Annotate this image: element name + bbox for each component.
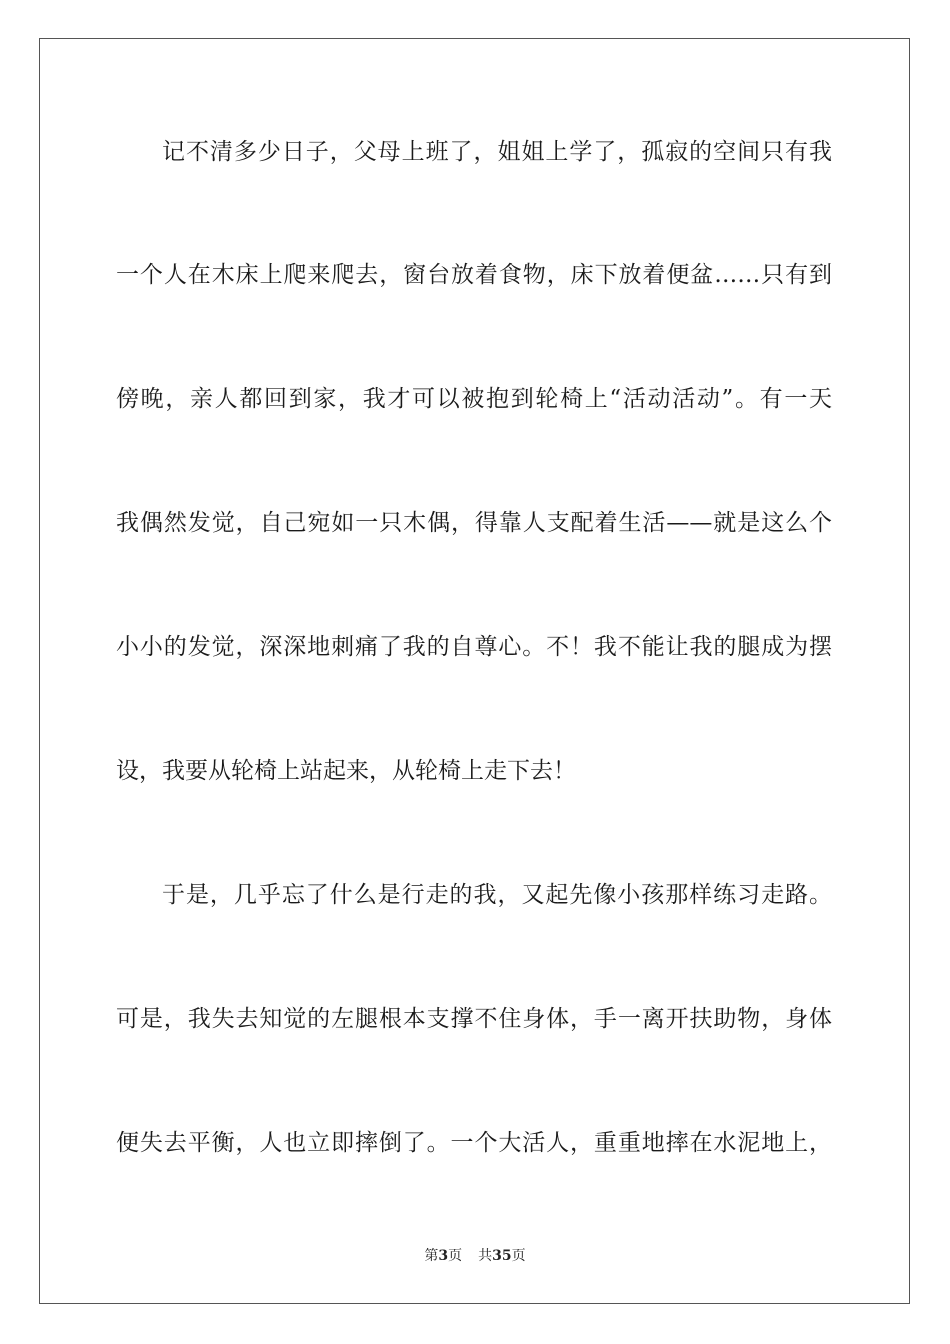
text-line-1: 记不清多少日子，父母上班了，姐姐上学了，孤寂的空间只有我	[162, 139, 832, 165]
page-total-number: 35	[492, 1248, 512, 1264]
page-prefix: 第	[424, 1248, 439, 1264]
text-line-2: 一个人在木床上爬来爬去，窗台放着食物，床下放着便盆……只有到	[116, 262, 832, 288]
total-unit: 页	[511, 1248, 526, 1264]
text-line-8: 可是，我失去知觉的左腿根本支撑不住身体，手一离开扶助物，身体	[116, 1006, 832, 1032]
text-line-4: 我偶然发觉，自己宛如一只木偶，得靠人支配着生活——就是这么个	[116, 510, 832, 536]
total-prefix: 共	[478, 1248, 493, 1264]
page-footer	[0, 1247, 950, 1265]
text-line-9: 便失去平衡，人也立即摔倒了。一个大活人，重重地摔在水泥地上，	[116, 1130, 832, 1156]
page-border	[39, 38, 910, 1304]
text-line-6: 设，我要从轮椅上站起来，从轮椅上走下去！	[116, 758, 576, 784]
page-unit: 页	[448, 1248, 463, 1264]
text-line-7: 于是，几乎忘了什么是行走的我，又起先像小孩那样练习走路。	[162, 882, 832, 908]
page-current-number: 3	[438, 1248, 449, 1264]
text-line-3: 傍晚，亲人都回到家，我才可以被抱到轮椅上“活动活动”。有一天	[116, 386, 832, 412]
text-line-5: 小小的发觉，深深地刺痛了我的自尊心。不！我不能让我的腿成为摆	[116, 634, 832, 660]
